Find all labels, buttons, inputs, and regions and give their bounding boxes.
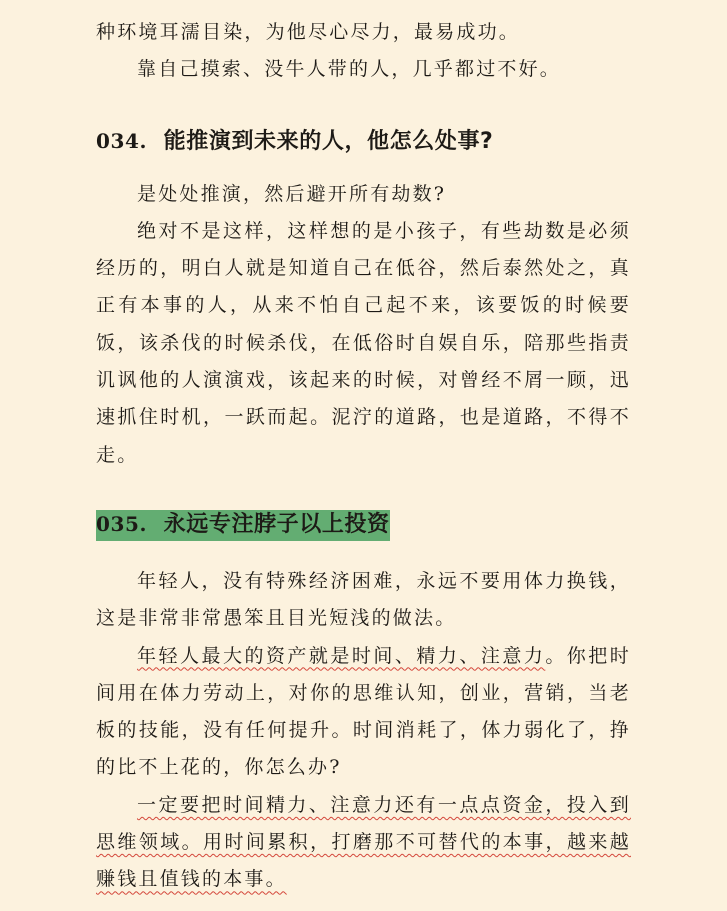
paragraph-text: 。你把时间用在体力劳动上，对你的思维认知，创业，营销，当老板的技能，没有任何提升。时间消耗了，体力弱化了，挣的比不上花的，你怎么办? xyxy=(96,644,631,779)
section-title: 能推演到未来的人，他怎么处事? xyxy=(163,128,494,154)
section-number: 035. xyxy=(96,511,148,536)
body-paragraph: 是处处推演，然后避开所有劫数? xyxy=(137,182,447,205)
body-paragraph: 种环境耳濡目染，为他尽心尽力，最易成功。 xyxy=(96,21,521,43)
body-paragraph: 年轻人，没有特殊经济困难，永远不要用体力换钱，这是非常非常愚笨且目光短浅的做法。 xyxy=(96,569,631,630)
heading-highlight xyxy=(96,510,390,541)
body-paragraph: 靠自己摸索、没牛人带的人，几乎都过不好。 xyxy=(137,58,562,81)
underlined-text: 一定要把时间精力、注意力还有一点点资金，投入到思维领域。用时间累积，打磨那不可替代的本事，越来越赚钱且值钱的本事。 xyxy=(96,793,631,891)
section-title: 永远专注脖子以上投资 xyxy=(163,511,390,537)
section-heading-035 xyxy=(96,508,631,541)
section-heading-034 xyxy=(96,125,631,158)
section-number: 034. xyxy=(96,128,148,153)
underlined-text: 年轻人最大的资产就是时间、精力、注意力 xyxy=(137,644,546,667)
body-paragraph xyxy=(96,787,631,899)
body-paragraph: 绝对不是这样，这样想的是小孩子，有些劫数是必须经历的，明白人就是知道自己在低谷，然后泰然处之，真正有本事的人，从来不怕自己起不来，该要饭的时候要饭，该杀伐的时候杀伐，在低俗时自娱自乐，陪那些指责讥讽他的人演演戏，该起来的时候，对曾经不屑一顾，迅速抓住时机，一跃而起。泥泞的道路，也是道路，不得不走。 xyxy=(96,219,631,466)
body-paragraph xyxy=(96,638,631,787)
